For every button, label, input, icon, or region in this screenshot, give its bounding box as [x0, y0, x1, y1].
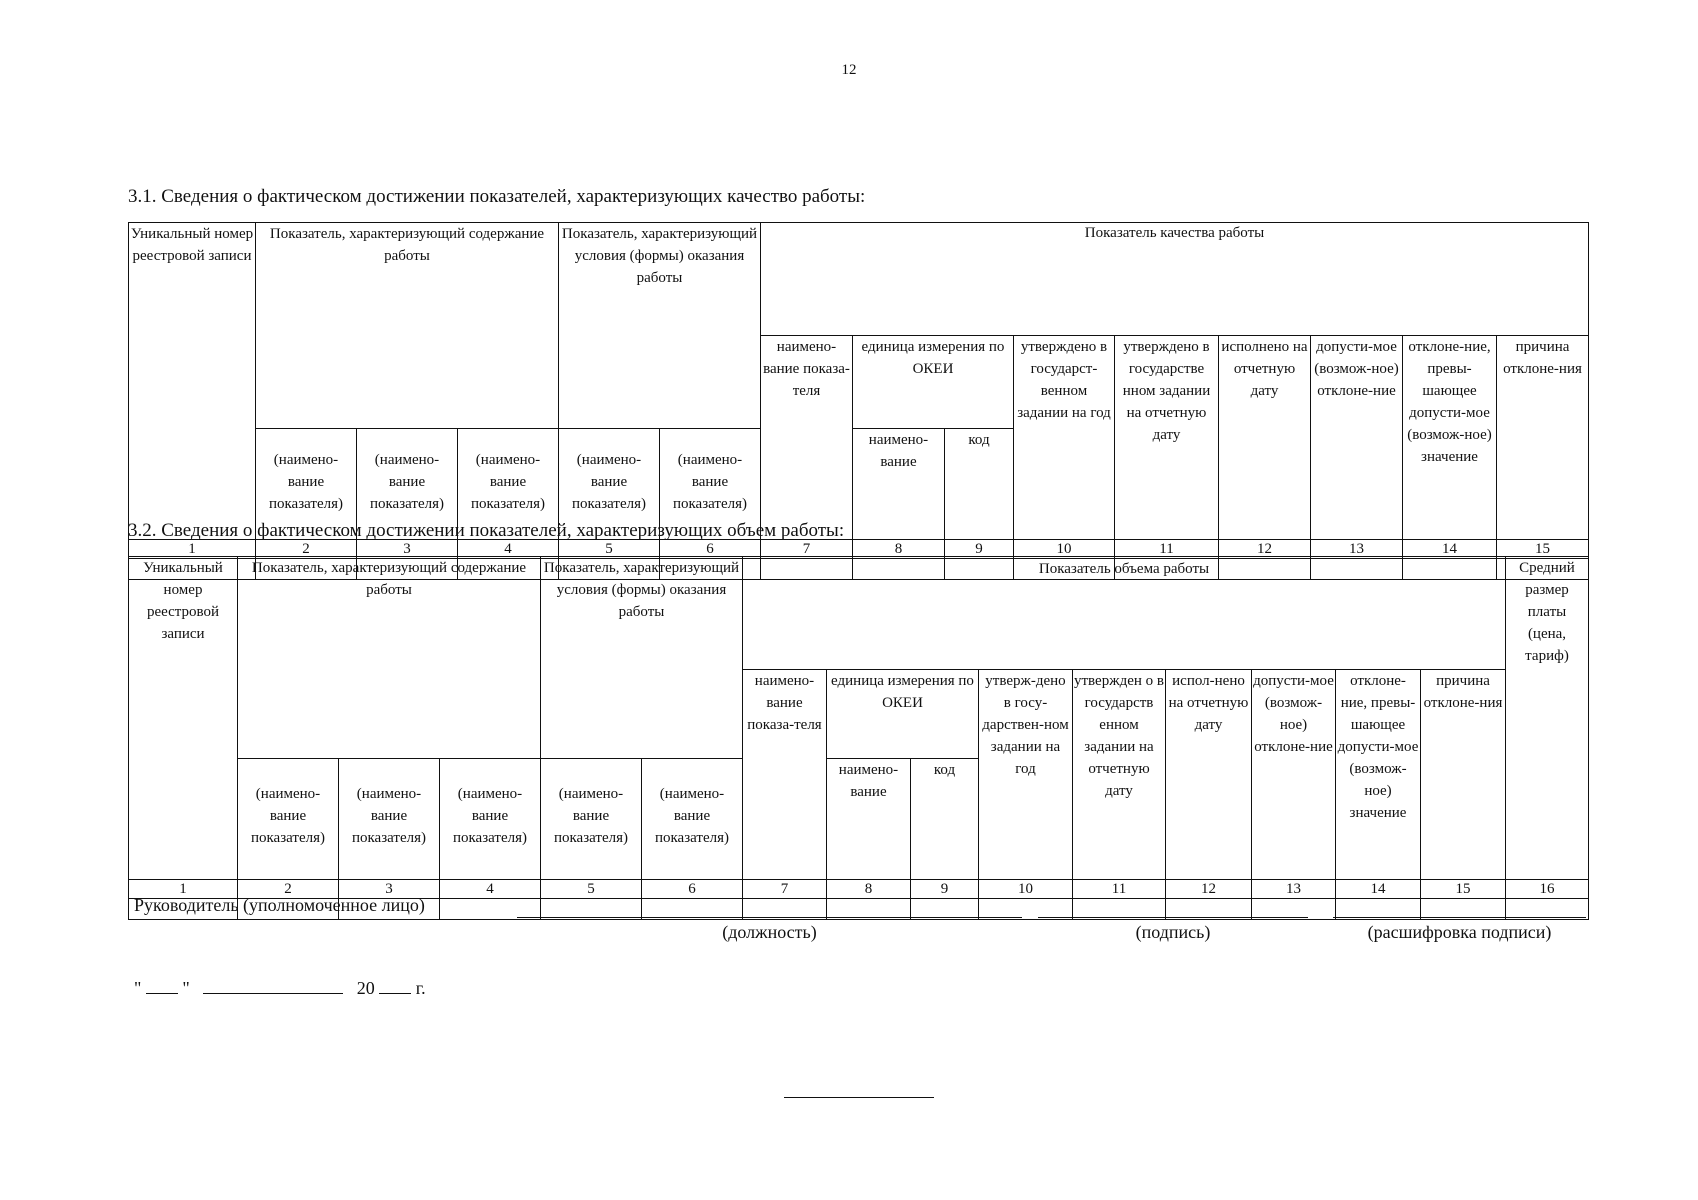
col-num: 9 [945, 539, 1014, 558]
col-unit: единица измерения по ОКЕИ [853, 335, 1014, 428]
col-allowed-deviation: допусти-мое (возмож-ное) отклоне-ние [1252, 669, 1336, 879]
year-prefix: 20 [356, 978, 375, 998]
col-num: 2 [238, 879, 339, 898]
col-num: 15 [1497, 539, 1589, 558]
sub-name-3: (наимено-вание показателя) [339, 758, 440, 879]
col-num: 10 [979, 879, 1073, 898]
sub-name-5: (наимено-вание показателя) [559, 428, 660, 539]
section2-heading: 3.2. Сведения о фактическом достижении показателей, характеризующих объем работы: [128, 520, 845, 541]
col-num: 7 [761, 539, 853, 558]
date-line [134, 975, 426, 999]
col-num: 6 [642, 879, 743, 898]
col-num: 7 [743, 879, 827, 898]
signature-line[interactable] [1038, 917, 1308, 918]
col-num: 3 [357, 539, 458, 558]
table-cell[interactable] [1166, 898, 1252, 919]
table-cell[interactable] [1252, 898, 1336, 919]
col-num: 12 [1219, 539, 1311, 558]
col-num: 1 [129, 539, 256, 558]
col-reason: причина отклоне-ния [1497, 335, 1589, 539]
section1-heading: 3.1. Сведения о фактическом достижении показателей, характеризующих качество работы: [128, 186, 866, 207]
sub-name-4: (наимено-вание показателя) [440, 758, 541, 879]
col-unique-record: Уникальный номер реестровой записи [129, 223, 256, 540]
col-reason: причина отклоне-ния [1421, 669, 1506, 879]
col-excess-deviation: отклоне-ние, превы-шающее допусти-мое (возмож-ное) значение [1336, 669, 1421, 879]
col-num: 14 [1403, 539, 1497, 558]
sub-name-5: (наимено-вание показателя) [541, 758, 642, 879]
month-blank[interactable] [203, 975, 343, 994]
col-unit-name: наимено-вание [853, 428, 945, 539]
col-approved-year: утверж-дено в госу-дарствен-ном задании на год [979, 669, 1073, 879]
col-num: 4 [458, 539, 559, 558]
col-volume: Показатель объема работы [743, 557, 1506, 670]
col-num: 1 [129, 879, 238, 898]
col-indicator-name: наимено-вание показа-теля [743, 669, 827, 879]
sub-name-2: (наимено-вание показателя) [238, 758, 339, 879]
col-num: 6 [660, 539, 761, 558]
table-cell[interactable] [827, 898, 911, 919]
col-unit-name: наимено-вание [827, 758, 911, 879]
table-cell[interactable] [1421, 898, 1506, 919]
col-unique-record: Уникальный номер реестровой записи [129, 557, 238, 880]
day-blank[interactable] [146, 975, 178, 994]
bottom-divider [784, 1097, 934, 1098]
table-cell[interactable] [911, 898, 979, 919]
col-unit-code: код [911, 758, 979, 879]
col-approved-year: утверждено в государст-венном задании на год [1014, 335, 1115, 539]
col-approved-date: утверждено в государстве нном задании на отчетную дату [1115, 335, 1219, 539]
sub-name-4: (наимено-вание показателя) [458, 428, 559, 539]
quote-close: " [182, 978, 190, 998]
col-num: 5 [541, 879, 642, 898]
col-conditions: Показатель, характеризующий условия (формы) оказания работы [541, 557, 743, 670]
col-avg-fee: Средний размер платы (цена, тариф) [1506, 557, 1589, 880]
year-suffix: г. [415, 978, 426, 998]
sub-name-6: (наимено-вание показателя) [642, 758, 743, 879]
col-num: 11 [1115, 539, 1219, 558]
page-number: 12 [841, 62, 857, 78]
col-conditions: Показатель, характеризующий условия (формы) оказания работы [559, 223, 761, 336]
table-cell[interactable] [1336, 898, 1421, 919]
position-line[interactable] [517, 917, 1022, 918]
sub-name-2: (наимено-вание показателя) [256, 428, 357, 539]
table-cell[interactable] [541, 898, 642, 919]
sub-name-3: (наимено-вание показателя) [357, 428, 458, 539]
col-content: Показатель, характеризующий содержание работы [238, 557, 541, 670]
col-quality: Показатель качества работы [761, 223, 1589, 336]
col-approved-date: утвержден о в государств енном задании на отчетную дату [1073, 669, 1166, 879]
volume-table [128, 556, 1589, 920]
table-cell[interactable] [1073, 898, 1166, 919]
table-cell[interactable] [743, 898, 827, 919]
col-num: 2 [256, 539, 357, 558]
col-content: Показатель, характеризующий содержание работы [256, 223, 559, 336]
col-num: 10 [1014, 539, 1115, 558]
signature-decode-line[interactable] [1333, 917, 1586, 918]
col-num: 5 [559, 539, 660, 558]
col-allowed-deviation: допусти-мое (возмож-ное) отклоне-ние [1311, 335, 1403, 539]
table-cell[interactable] [979, 898, 1073, 919]
col-num: 16 [1506, 879, 1589, 898]
col-indicator-name: наимено-вание показа-теля [761, 335, 853, 539]
col-num: 15 [1421, 879, 1506, 898]
quote-open: " [134, 978, 142, 998]
signature-caption: (подпись) [1135, 922, 1211, 942]
col-executed: исполнено на отчетную дату [1219, 335, 1311, 539]
table-cell[interactable] [440, 898, 541, 919]
year-blank[interactable] [379, 975, 411, 994]
col-excess-deviation: отклоне-ние, превы-шающее допусти-мое (возмож-ное) значение [1403, 335, 1497, 539]
col-unit: единица измерения по ОКЕИ [827, 669, 979, 758]
col-num: 8 [853, 539, 945, 558]
col-num: 13 [1252, 879, 1336, 898]
table-cell[interactable] [642, 898, 743, 919]
col-num: 8 [827, 879, 911, 898]
col-executed: испол-нено на отчетную дату [1166, 669, 1252, 879]
col-num: 9 [911, 879, 979, 898]
decode-caption: (расшифровка подписи) [1367, 922, 1552, 942]
col-num: 3 [339, 879, 440, 898]
table-cell[interactable] [1506, 898, 1589, 919]
col-unit-code: код [945, 428, 1014, 539]
col-num: 13 [1311, 539, 1403, 558]
position-caption: (должность) [722, 922, 817, 942]
col-num: 14 [1336, 879, 1421, 898]
col-num: 12 [1166, 879, 1252, 898]
signatory-label: Руководитель (уполномоченное лицо) [134, 895, 425, 915]
col-num: 11 [1073, 879, 1166, 898]
sub-name-6: (наимено-вание показателя) [660, 428, 761, 539]
col-num: 4 [440, 879, 541, 898]
